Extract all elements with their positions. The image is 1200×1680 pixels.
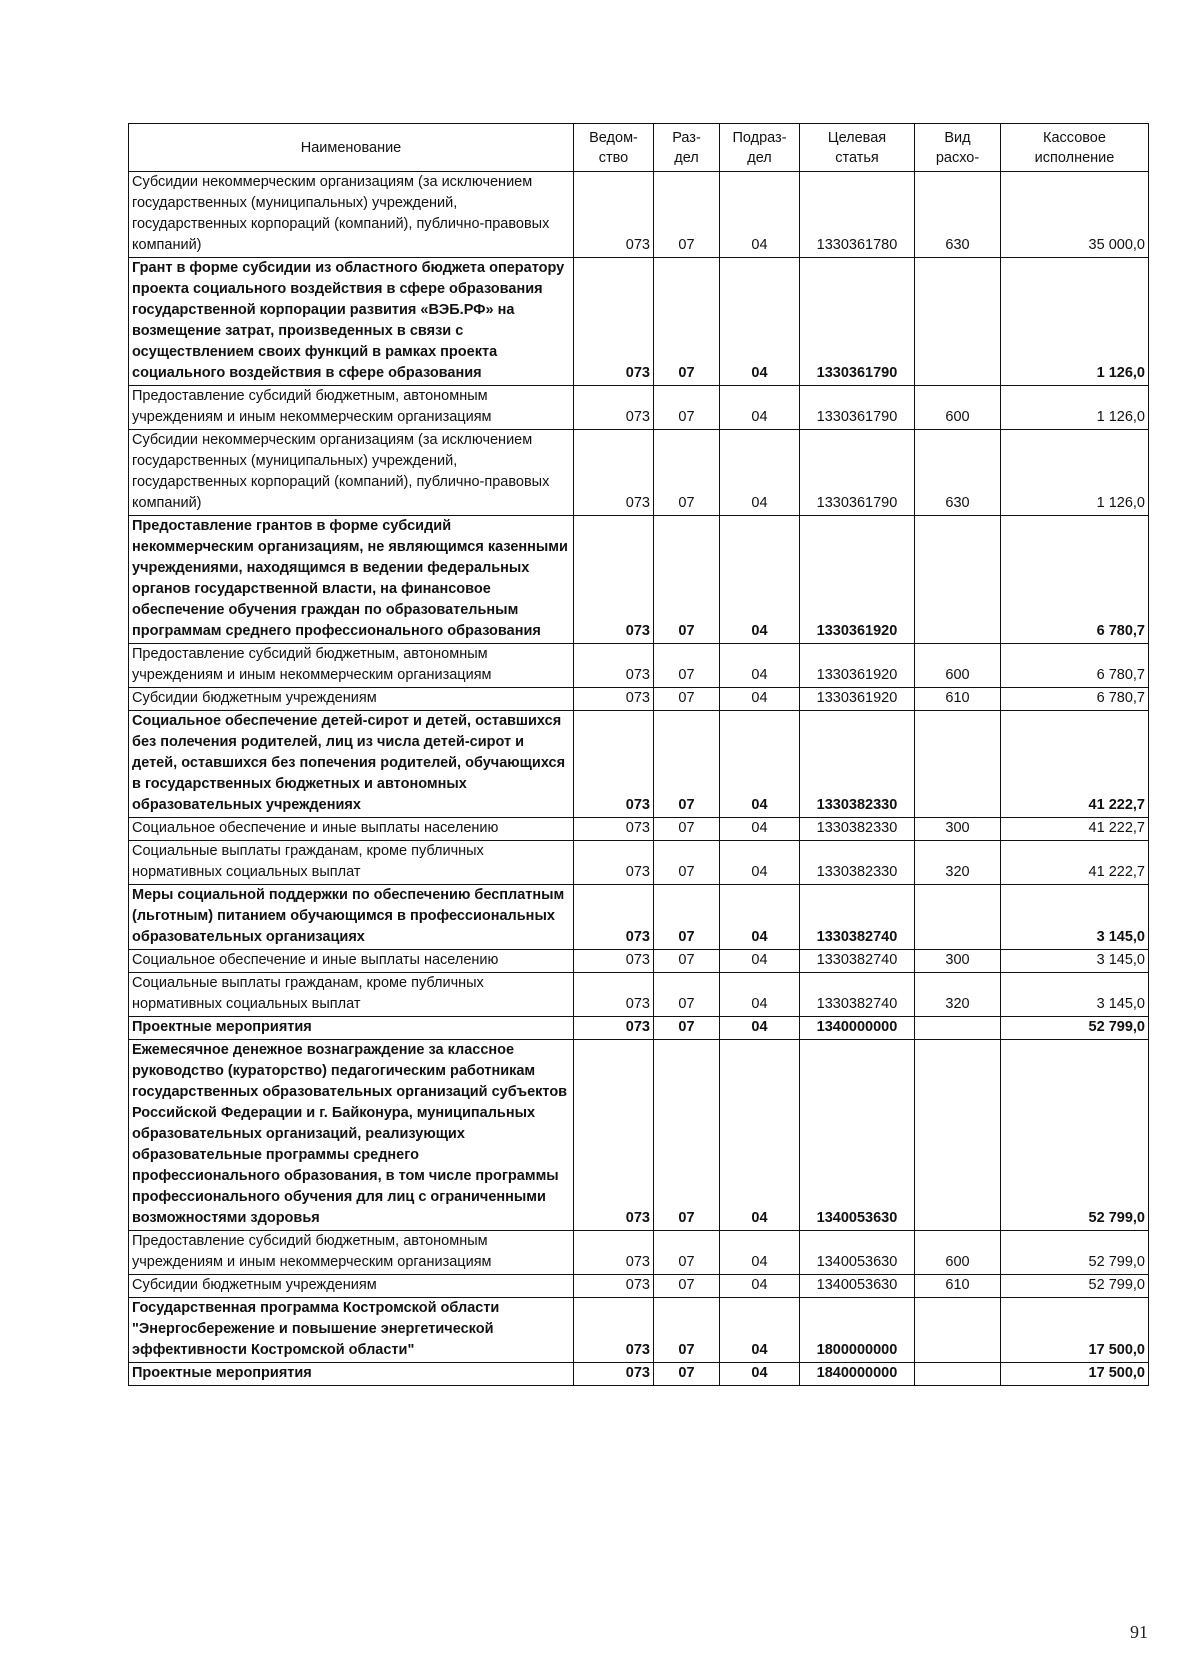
row-target-article: 1330361790 <box>800 386 915 430</box>
row-subsection: 04 <box>720 172 800 258</box>
row-expense-type <box>915 1040 1001 1231</box>
row-subsection: 04 <box>720 950 800 973</box>
row-expense-type <box>915 711 1001 818</box>
row-expense-type: 610 <box>915 688 1001 711</box>
row-section: 07 <box>654 1231 720 1275</box>
row-amount: 1 126,0 <box>1001 386 1149 430</box>
row-section: 07 <box>654 644 720 688</box>
table-row <box>129 688 1149 711</box>
row-expense-type <box>915 258 1001 386</box>
row-subsection: 04 <box>720 386 800 430</box>
row-target-article: 1330382330 <box>800 841 915 885</box>
row-name: Социальные выплаты гражданам, кроме публичных нормативных социальных выплат <box>129 973 574 1017</box>
row-amount: 52 799,0 <box>1001 1275 1149 1298</box>
row-expense-type: 300 <box>915 818 1001 841</box>
row-section: 07 <box>654 1275 720 1298</box>
row-expense-type: 320 <box>915 841 1001 885</box>
row-subsection: 04 <box>720 711 800 818</box>
row-subsection: 04 <box>720 885 800 950</box>
row-dept: 073 <box>574 1017 654 1040</box>
row-section: 07 <box>654 688 720 711</box>
table-row <box>129 1040 1149 1231</box>
row-expense-type <box>915 516 1001 644</box>
row-expense-type: 630 <box>915 172 1001 258</box>
row-expense-type <box>915 1017 1001 1040</box>
row-target-article: 1330382740 <box>800 950 915 973</box>
row-section: 07 <box>654 973 720 1017</box>
row-expense-type: 600 <box>915 1231 1001 1275</box>
row-name: Предоставление субсидий бюджетным, автономным учреждениям и иным некоммерческим организациям <box>129 1231 574 1275</box>
row-name: Проектные мероприятия <box>129 1017 574 1040</box>
row-dept: 073 <box>574 841 654 885</box>
row-dept: 073 <box>574 1040 654 1231</box>
table-body <box>129 172 1149 1386</box>
row-expense-type: 300 <box>915 950 1001 973</box>
row-amount: 17 500,0 <box>1001 1363 1149 1386</box>
row-section: 07 <box>654 386 720 430</box>
row-expense-type: 320 <box>915 973 1001 1017</box>
row-dept: 073 <box>574 644 654 688</box>
row-subsection: 04 <box>720 688 800 711</box>
row-section: 07 <box>654 172 720 258</box>
row-subsection: 04 <box>720 1017 800 1040</box>
row-subsection: 04 <box>720 973 800 1017</box>
header-cash-execution: Кассовое исполнение <box>1001 124 1149 172</box>
row-name: Государственная программа Костромской области "Энергосбережение и повышение энергетической эффективности Костромской области" <box>129 1298 574 1363</box>
table-row <box>129 644 1149 688</box>
budget-execution-table <box>128 123 1149 1386</box>
row-dept: 073 <box>574 885 654 950</box>
row-target-article: 1330382740 <box>800 973 915 1017</box>
row-amount: 52 799,0 <box>1001 1017 1149 1040</box>
row-amount: 17 500,0 <box>1001 1298 1149 1363</box>
row-subsection: 04 <box>720 1231 800 1275</box>
row-dept: 073 <box>574 386 654 430</box>
page-number: 91 <box>1130 1622 1148 1642</box>
row-subsection: 04 <box>720 258 800 386</box>
row-expense-type: 600 <box>915 386 1001 430</box>
row-section: 07 <box>654 258 720 386</box>
row-target-article: 1330361920 <box>800 516 915 644</box>
row-name: Предоставление субсидий бюджетным, автономным учреждениям и иным некоммерческим организациям <box>129 386 574 430</box>
row-section: 07 <box>654 1017 720 1040</box>
row-subsection: 04 <box>720 516 800 644</box>
row-amount: 35 000,0 <box>1001 172 1149 258</box>
row-section: 07 <box>654 1363 720 1386</box>
row-subsection: 04 <box>720 1040 800 1231</box>
row-name: Социальное обеспечение детей-сирот и детей, оставшихся без полечения родителей, лиц из числа детей-сирот и детей, оставшихся без попечения родителей, обучающихся в государственных бюджетных и автономных образовательных учреждениях <box>129 711 574 818</box>
table-row <box>129 885 1149 950</box>
row-section: 07 <box>654 818 720 841</box>
row-target-article: 1330382330 <box>800 818 915 841</box>
table-row <box>129 973 1149 1017</box>
row-dept: 073 <box>574 973 654 1017</box>
header-section: Раз- дел <box>654 124 720 172</box>
row-section: 07 <box>654 841 720 885</box>
row-target-article: 1330382740 <box>800 885 915 950</box>
row-subsection: 04 <box>720 644 800 688</box>
table-row <box>129 1275 1149 1298</box>
row-expense-type <box>915 1298 1001 1363</box>
row-amount: 3 145,0 <box>1001 973 1149 1017</box>
row-dept: 073 <box>574 1231 654 1275</box>
row-subsection: 04 <box>720 1275 800 1298</box>
row-name: Субсидии некоммерческим организациям (за исключением государственных (муниципальных) учреждений, государственных корпораций (компаний), публично-правовых компаний) <box>129 430 574 516</box>
table-row <box>129 1298 1149 1363</box>
row-name: Предоставление грантов в форме субсидий некоммерческим организациям, не являющимся казенными учреждениями, находящимся в ведении федеральных органов государственной власти, на финансовое обеспечение обучения граждан по образовательным программам среднего профессионального образования <box>129 516 574 644</box>
header-name: Наименование <box>129 124 574 172</box>
row-name: Субсидии бюджетным учреждениям <box>129 688 574 711</box>
row-name: Субсидии некоммерческим организациям (за исключением государственных (муниципальных) учреждений, государственных корпораций (компаний), публично-правовых компаний) <box>129 172 574 258</box>
row-subsection: 04 <box>720 430 800 516</box>
row-name: Грант в форме субсидии из областного бюджета оператору проекта социального воздействия в сфере образования государственной корпорации развития «ВЭБ.РФ» на возмещение затрат, произведенных в связи с осуществлением своих функций в рамках проекта социального воздействия в сфере образования <box>129 258 574 386</box>
row-name: Проектные мероприятия <box>129 1363 574 1386</box>
row-dept: 073 <box>574 172 654 258</box>
row-amount: 3 145,0 <box>1001 885 1149 950</box>
row-expense-type: 610 <box>915 1275 1001 1298</box>
row-section: 07 <box>654 950 720 973</box>
row-amount: 41 222,7 <box>1001 841 1149 885</box>
table-header <box>129 124 1149 172</box>
row-dept: 073 <box>574 516 654 644</box>
row-section: 07 <box>654 711 720 818</box>
row-section: 07 <box>654 1298 720 1363</box>
row-expense-type <box>915 1363 1001 1386</box>
row-amount: 6 780,7 <box>1001 516 1149 644</box>
table-row <box>129 386 1149 430</box>
row-dept: 073 <box>574 711 654 818</box>
row-section: 07 <box>654 885 720 950</box>
header-expense-type: Вид расхо- <box>915 124 1001 172</box>
row-name: Социальные выплаты гражданам, кроме публичных нормативных социальных выплат <box>129 841 574 885</box>
table-row <box>129 818 1149 841</box>
table-row <box>129 258 1149 386</box>
table-row <box>129 516 1149 644</box>
header-subsection: Подраз- дел <box>720 124 800 172</box>
table-row <box>129 1017 1149 1040</box>
row-target-article: 1330361920 <box>800 688 915 711</box>
row-expense-type <box>915 885 1001 950</box>
row-target-article: 1340000000 <box>800 1017 915 1040</box>
row-dept: 073 <box>574 1298 654 1363</box>
table-row <box>129 711 1149 818</box>
table-row <box>129 430 1149 516</box>
row-target-article: 1330361920 <box>800 644 915 688</box>
row-subsection: 04 <box>720 818 800 841</box>
row-target-article: 1330361790 <box>800 258 915 386</box>
row-name: Социальное обеспечение и иные выплаты населению <box>129 818 574 841</box>
row-dept: 073 <box>574 430 654 516</box>
row-target-article: 1340053630 <box>800 1040 915 1231</box>
row-target-article: 1330382330 <box>800 711 915 818</box>
row-section: 07 <box>654 1040 720 1231</box>
table-row <box>129 841 1149 885</box>
row-target-article: 1840000000 <box>800 1363 915 1386</box>
table-row <box>129 1231 1149 1275</box>
row-target-article: 1340053630 <box>800 1231 915 1275</box>
row-subsection: 04 <box>720 1363 800 1386</box>
row-name: Предоставление субсидий бюджетным, автономным учреждениям и иным некоммерческим организациям <box>129 644 574 688</box>
row-expense-type: 600 <box>915 644 1001 688</box>
row-amount: 52 799,0 <box>1001 1231 1149 1275</box>
row-subsection: 04 <box>720 1298 800 1363</box>
row-amount: 1 126,0 <box>1001 430 1149 516</box>
row-target-article: 1330361790 <box>800 430 915 516</box>
row-amount: 3 145,0 <box>1001 950 1149 973</box>
header-target-article: Целевая статья <box>800 124 915 172</box>
row-dept: 073 <box>574 1363 654 1386</box>
row-target-article: 1800000000 <box>800 1298 915 1363</box>
row-section: 07 <box>654 516 720 644</box>
row-amount: 52 799,0 <box>1001 1040 1149 1231</box>
row-amount: 6 780,7 <box>1001 688 1149 711</box>
row-amount: 41 222,7 <box>1001 818 1149 841</box>
row-subsection: 04 <box>720 841 800 885</box>
row-name: Ежемесячное денежное вознаграждение за классное руководство (кураторство) педагогическим работникам государственных образовательных организаций субъектов Российской Федерации и г. Байконура, муниципальных образовательных организаций, реализующих образовательные программы среднего профессионального образования, в том числе программы профессионального обучения для лиц с ограниченными возможностями здоровья <box>129 1040 574 1231</box>
table-row <box>129 950 1149 973</box>
row-dept: 073 <box>574 258 654 386</box>
row-name: Меры социальной поддержки по обеспечению бесплатным (льготным) питанием обучающимся в профессиональных образовательных организациях <box>129 885 574 950</box>
row-target-article: 1330361780 <box>800 172 915 258</box>
row-name: Социальное обеспечение и иные выплаты населению <box>129 950 574 973</box>
row-dept: 073 <box>574 950 654 973</box>
row-amount: 41 222,7 <box>1001 711 1149 818</box>
row-target-article: 1340053630 <box>800 1275 915 1298</box>
row-name: Субсидии бюджетным учреждениям <box>129 1275 574 1298</box>
row-dept: 073 <box>574 1275 654 1298</box>
row-amount: 1 126,0 <box>1001 258 1149 386</box>
table-row <box>129 1363 1149 1386</box>
row-dept: 073 <box>574 818 654 841</box>
row-section: 07 <box>654 430 720 516</box>
table-row <box>129 172 1149 258</box>
row-amount: 6 780,7 <box>1001 644 1149 688</box>
header-dept: Ведом- ство <box>574 124 654 172</box>
row-dept: 073 <box>574 688 654 711</box>
row-expense-type: 630 <box>915 430 1001 516</box>
